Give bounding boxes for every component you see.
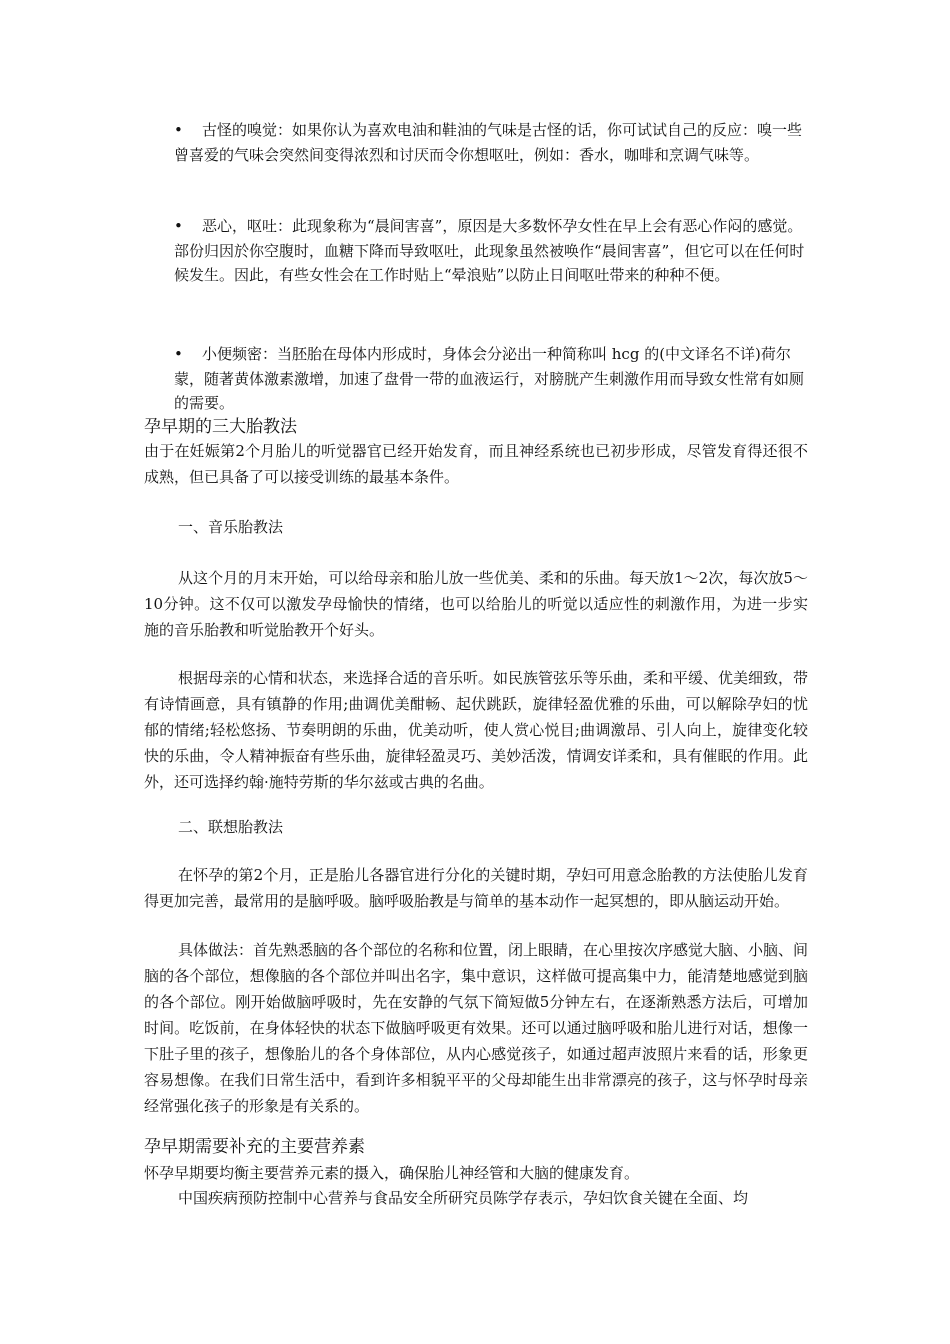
- section-title-prenatal-education: 孕早期的三大胎教法: [144, 417, 297, 437]
- nutrition-paragraph-1: 中国疾病预防控制中心营养与食品安全所研究员陈学存表示，孕妇饮食关键在全面、均: [178, 1189, 749, 1207]
- subheading-music: 一、音乐胎教法: [178, 518, 284, 536]
- bullet-icon: •: [174, 345, 183, 363]
- bullet-text: 小便频密：当胚胎在母体内形成时，身体会分泌出一种简称叫 hcg 的(中文译名不详)荷尔蒙，随著黄体激素激增，加速了盘骨一带的血液运行，对膀胱产生刺激作用而导致女性常有如厕的需要。: [174, 345, 805, 412]
- bullet-item-smell: [174, 118, 814, 167]
- bullet-icon: •: [174, 217, 183, 235]
- bullet-text: 恶心，呕吐：此现象称为“晨间害喜”，原因是大多数怀孕女性在早上会有恶心作闷的感觉。部份归因於你空腹时，血糖下降而导致呕吐，此现象虽然被唤作“晨间害喜”，但它可以在任何时候发生。因此，有些女性会在工作时贴上“晕浪贴”以防止日间呕吐带来的种种不便。: [174, 217, 805, 284]
- nutrition-intro: 怀孕早期要均衡主要营养元素的摄入，确保胎儿神经管和大脑的健康发育。: [144, 1164, 640, 1182]
- paragraph-music-1: 从这个月的月末开始，可以给母亲和胎儿放一些优美、柔和的乐曲。每天放1～2次，每次放5～10分钟。这不仅可以激发孕母愉快的情绪，也可以给胎儿的听觉以适应性的刺激作用，为进一步实施的音乐胎教和听觉胎教开个好头。: [144, 569, 808, 639]
- paragraph-association-1: 在怀孕的第2个月，正是胎儿各器官进行分化的关键时期，孕妇可用意念胎教的方法使胎儿发育得更加完善，最常用的是脑呼吸。脑呼吸胎教是与简单的基本动作一起冥想的，即从脑运动开始。: [144, 866, 808, 910]
- section-intro: 由于在妊娠第2个月胎儿的听觉器官已经开始发育，而且神经系统也已初步形成，尽管发育得还很不成熟，但已具备了可以接受训练的最基本条件。: [144, 442, 808, 486]
- paragraph-association-2: 具体做法：首先熟悉脑的各个部位的名称和位置，闭上眼睛，在心里按次序感觉大脑、小脑、间脑的各个部位，想像脑的各个部位并叫出名字，集中意识，这样做可提高集中力，能清楚地感觉到脑的各个部位。刚开始做脑呼吸时，先在安静的气氛下简短做5分钟左右，在逐渐熟悉方法后，可增加时间。吃饭前，在身体轻快的状态下做脑呼吸更有效果。还可以通过脑呼吸和胎儿进行对话，想像一下肚子里的孩子，想像胎儿的各个身体部位，从内心感觉孩子，如通过超声波照片来看的话，形象更容易想像。在我们日常生活中，看到许多相貌平平的父母却能生出非常漂亮的孩子，这与怀孕时母亲经常强化孩子的形象是有关系的。: [144, 941, 809, 1115]
- paragraph-music-2: 根据母亲的心情和状态，来选择合适的音乐听。如民族管弦乐等乐曲，柔和平缓、优美细致，带有诗情画意，具有镇静的作用;曲调优美酣畅、起伏跳跃，旋律轻盈优雅的乐曲，可以解除孕妇的忧郁的情绪;轻松悠扬、节奏明朗的乐曲，优美动听，使人赏心悦目;曲调激昂、引人向上，旋律变化较快的乐曲，令人精神振奋有些乐曲，旋律轻盈灵巧、美妙活泼，情调安详柔和，具有催眠的作用。此外，还可选择约翰·施特劳斯的华尔兹或古典的名曲。: [144, 669, 809, 791]
- bullet-icon: •: [174, 121, 183, 139]
- bullet-item-nausea: [174, 214, 814, 288]
- subheading-association: 二、联想胎教法: [178, 818, 284, 836]
- bullet-item-urination: [174, 342, 814, 416]
- bullet-text: 古怪的嗅觉：如果你认为喜欢电油和鞋油的气味是古怪的话，你可试试自己的反应：嗅一些曾喜爱的气味会突然间变得浓烈和讨厌而令你想呕吐，例如：香水，咖啡和烹调气味等。: [174, 121, 803, 164]
- section-title-nutrition: 孕早期需要补充的主要营养素: [144, 1137, 365, 1157]
